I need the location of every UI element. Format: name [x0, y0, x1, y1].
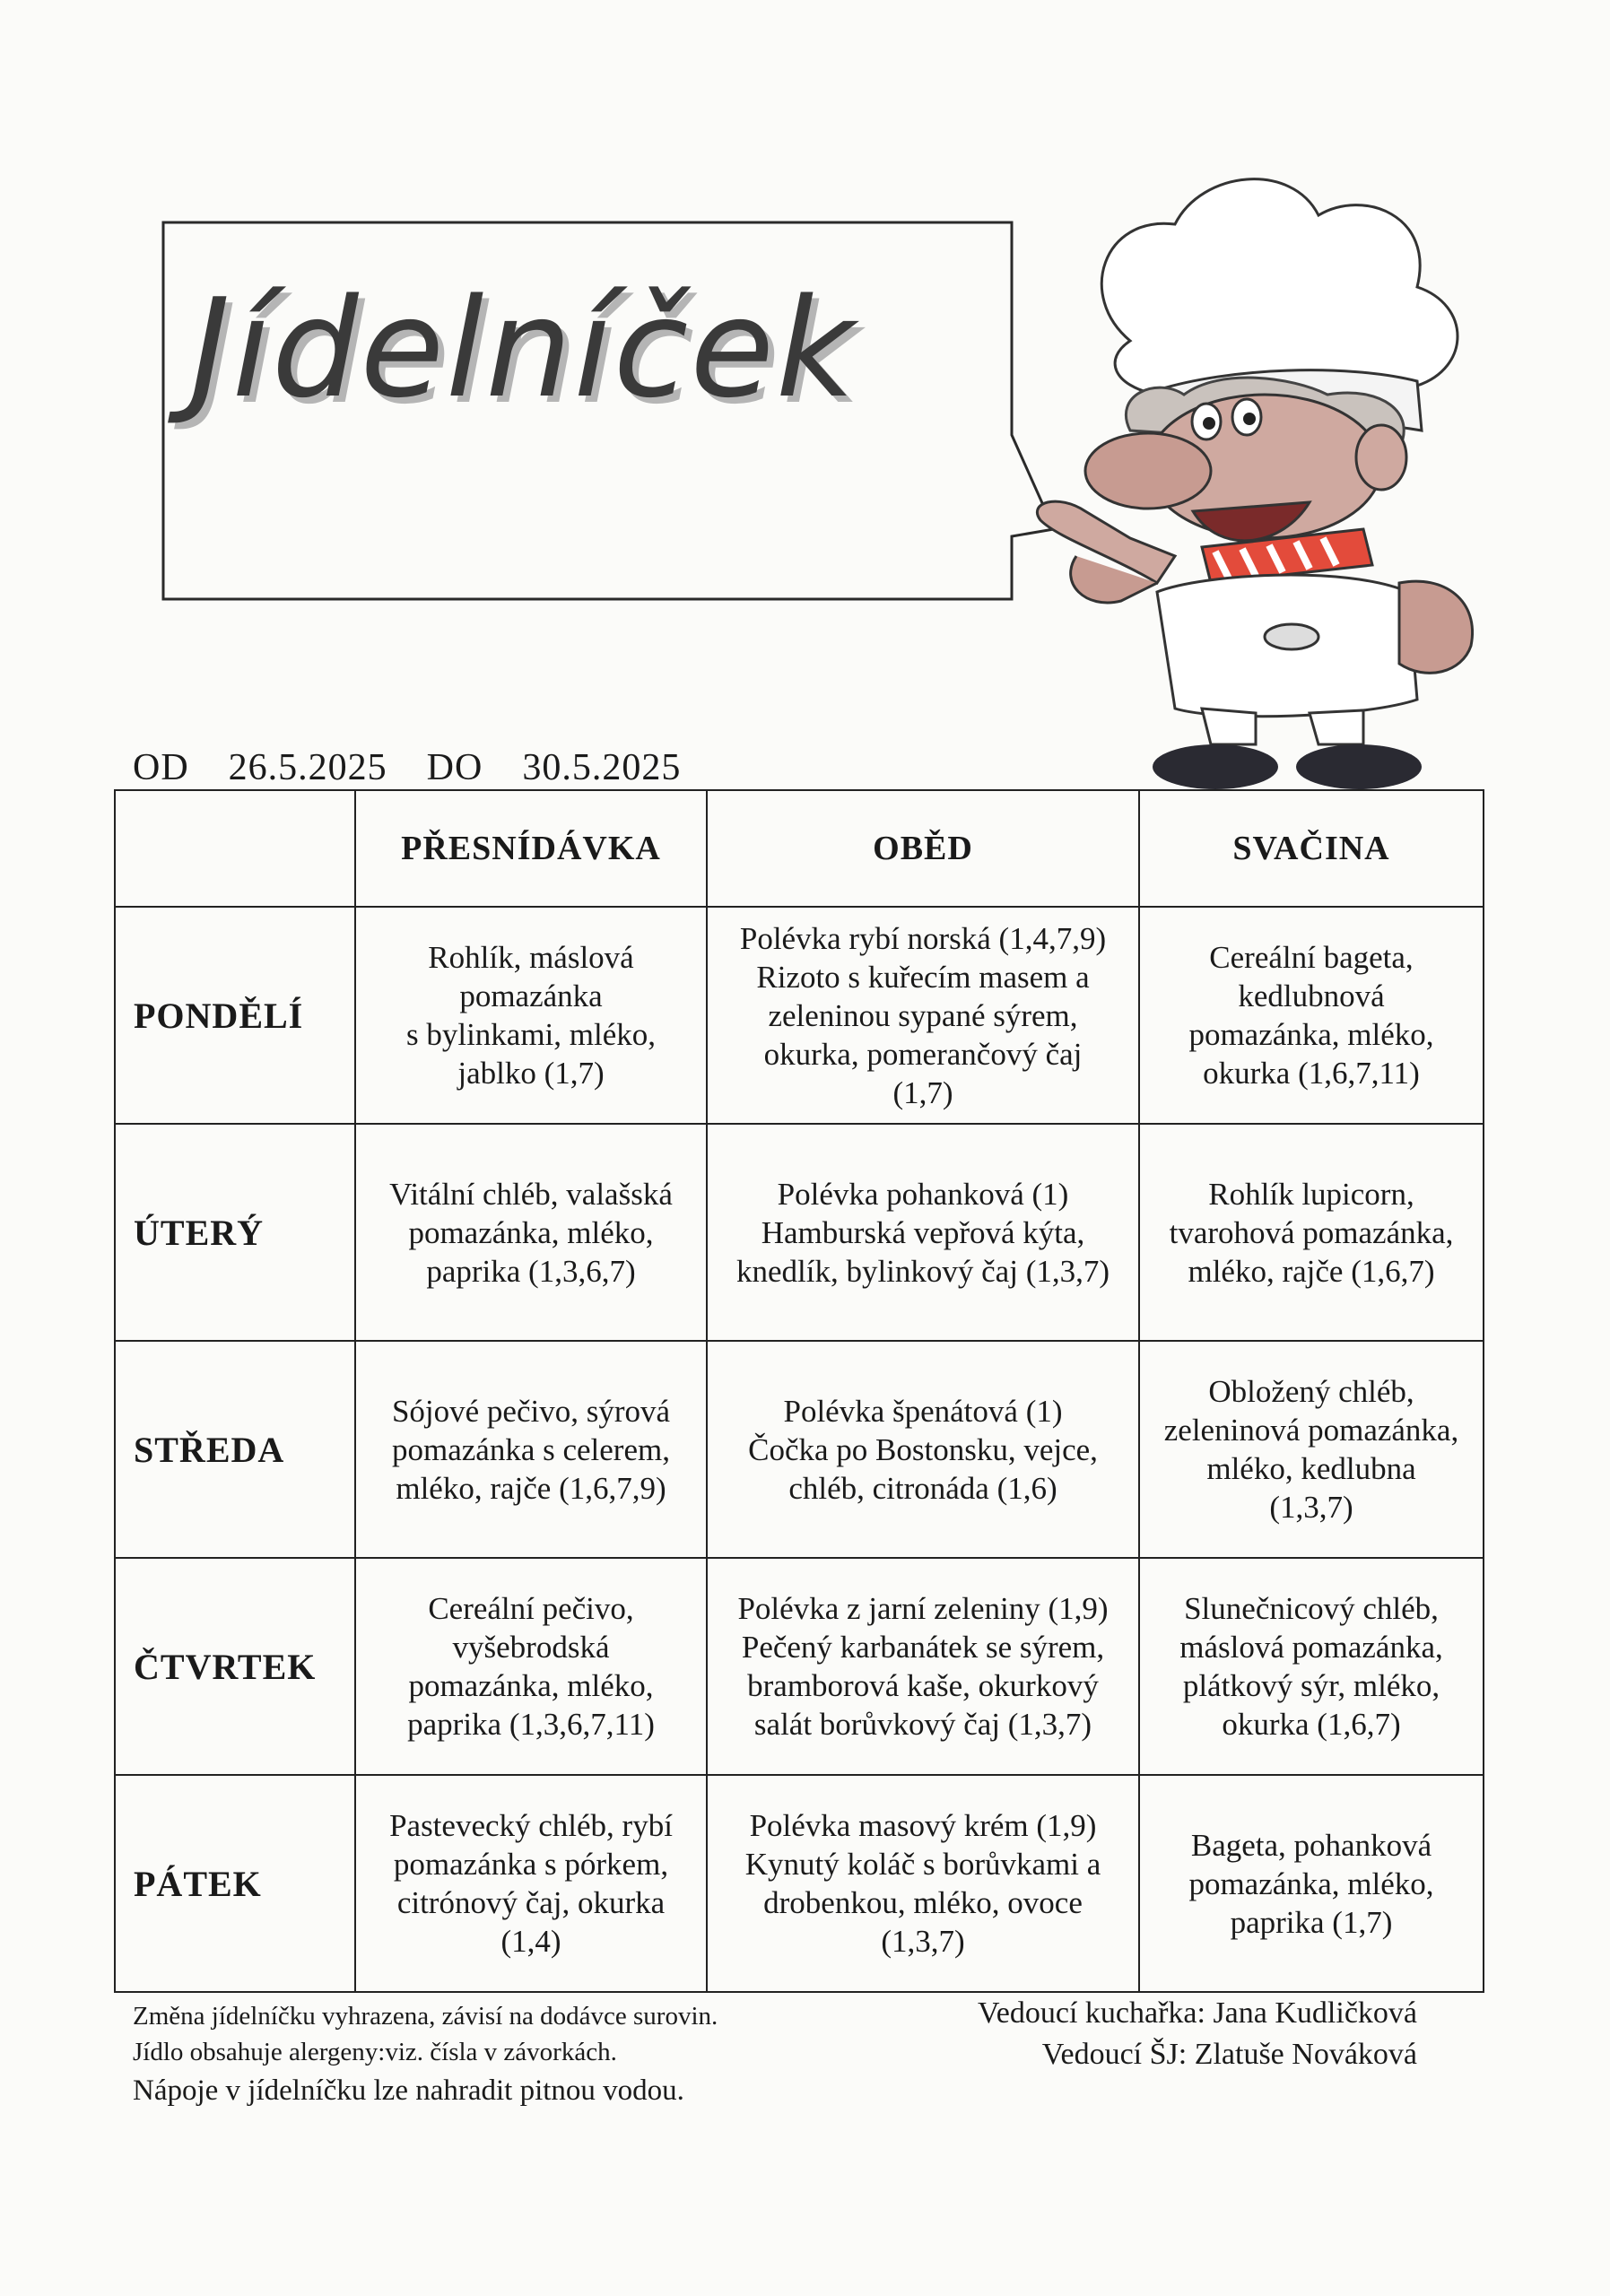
- menu-line: drobenkou, mléko, ovoce: [763, 1885, 1083, 1920]
- menu-line: paprika (1,3,6,7): [426, 1253, 636, 1289]
- menu-line: Čočka po Bostonsku, vejce,: [748, 1431, 1098, 1467]
- menu-line: mléko, kedlubna: [1206, 1451, 1416, 1486]
- menu-line: (1,3,7): [1269, 1490, 1353, 1525]
- menu-line: vyšebrodská: [452, 1630, 610, 1665]
- day-name: STŘEDA: [115, 1341, 355, 1558]
- menu-line: paprika (1,3,6,7,11): [407, 1707, 655, 1742]
- menu-line: Obložený chléb,: [1208, 1374, 1414, 1409]
- menu-line: Cereální pečivo,: [428, 1591, 634, 1626]
- menu-line: pomazánka, mléko,: [408, 1214, 654, 1250]
- day-name: ÚTERÝ: [115, 1124, 355, 1341]
- menu-line: Pastevecký chléb, rybí: [389, 1808, 673, 1843]
- note-menu-change: Změna jídelníčku vyhrazena, závisí na dodávce surovin.: [133, 2002, 718, 2031]
- menu-line: Polévka rybí norská (1,4,7,9): [739, 920, 1107, 956]
- table-row: [115, 1341, 1484, 1558]
- table-row: [115, 907, 1484, 1124]
- menu-line: (1,7): [892, 1074, 953, 1110]
- menu-cell-breakfast: [355, 1558, 707, 1775]
- column-header-breakfast: PŘESNÍDÁVKA: [355, 790, 707, 907]
- menu-line: salát borůvkový čaj (1,3,7): [753, 1707, 1092, 1742]
- menu-line: mléko, rajče (1,6,7): [1188, 1253, 1435, 1289]
- menu-line: Polévka masový krém (1,9): [749, 1808, 1097, 1843]
- menu-cell-snack: [1139, 1124, 1484, 1341]
- menu-table: [114, 789, 1484, 1993]
- menu-line: Pečený karbanátek se sýrem,: [741, 1630, 1105, 1665]
- menu-line: Polévka špenátová (1): [783, 1393, 1063, 1429]
- menu-line: zeleninová pomazánka,: [1163, 1413, 1459, 1448]
- date-to: 30.5.2025: [522, 747, 682, 788]
- menu-line: jablko (1,7): [457, 1056, 605, 1091]
- menu-line: pomazánka s celerem,: [392, 1431, 670, 1467]
- footer-notes: [133, 1998, 718, 2111]
- menu-cell-snack: [1139, 1558, 1484, 1775]
- menu-line: plátkový sýr, mléko,: [1182, 1668, 1440, 1703]
- menu-line: máslová pomazánka,: [1179, 1630, 1443, 1665]
- note-allergens: Jídlo obsahuje alergeny:viz. čísla v závorkách.: [133, 2038, 617, 2066]
- menu-line: Rohlík, máslová: [428, 940, 634, 975]
- menu-line: okurka, pomerančový čaj: [763, 1036, 1083, 1072]
- menu-line: chléb, citronáda (1,6): [788, 1470, 1057, 1506]
- head-cook: Vedoucí kuchařka: Jana Kudličková: [978, 1996, 1417, 2030]
- menu-line: tvarohová pomazánka,: [1169, 1214, 1454, 1250]
- menu-line: paprika (1,7): [1230, 1904, 1393, 1940]
- chef-illustration: [1023, 161, 1507, 789]
- menu-cell-lunch: [707, 1124, 1139, 1341]
- menu-line: knedlík, bylinkový čaj (1,3,7): [735, 1253, 1110, 1289]
- menu-cell-snack: [1139, 1775, 1484, 1992]
- menu-line: s bylinkami, mléko,: [405, 1017, 657, 1052]
- corner-cell: [115, 790, 355, 907]
- table-row: [115, 1775, 1484, 1992]
- menu-line: Rizoto s kuřecím masem a: [756, 959, 1090, 995]
- menu-cell-breakfast: [355, 1775, 707, 1992]
- table-row: [115, 1124, 1484, 1341]
- menu-line: Cereální bageta,: [1209, 940, 1414, 975]
- menu-line: citrónový čaj, okurka: [396, 1885, 666, 1920]
- menu-cell-lunch: [707, 1775, 1139, 1992]
- menu-line: (1,3,7): [881, 1924, 965, 1959]
- menu-line: Kynutý koláč s borůvkami a: [744, 1847, 1101, 1882]
- menu-line: Polévka pohanková (1): [777, 1176, 1069, 1212]
- column-header-snack: SVAČINA: [1139, 790, 1484, 907]
- menu-line: Polévka z jarní zeleniny (1,9): [737, 1591, 1109, 1626]
- menu-cell-breakfast: [355, 907, 707, 1124]
- menu-line: okurka (1,6,7): [1222, 1707, 1401, 1742]
- menu-line: mléko, rajče (1,6,7,9): [396, 1470, 666, 1506]
- table-header-row: [115, 790, 1484, 907]
- column-header-lunch: OBĚD: [707, 790, 1139, 907]
- date-from: 26.5.2025: [228, 747, 387, 788]
- menu-line: (1,4): [500, 1924, 561, 1959]
- menu-cell-lunch: [707, 1341, 1139, 1558]
- footer-signatures: [978, 1993, 1417, 2075]
- menu-line: okurka (1,6,7,11): [1203, 1056, 1420, 1091]
- menu-cell-snack: [1139, 907, 1484, 1124]
- menu-line: kedlubnová: [1238, 978, 1385, 1013]
- menu-line: pomazánka s pórkem,: [393, 1847, 669, 1882]
- date-to-label: DO: [426, 747, 483, 788]
- menu-line: pomazánka, mléko,: [1188, 1866, 1434, 1901]
- table-row: [115, 1558, 1484, 1775]
- menu-line: bramborová kaše, okurkový: [747, 1668, 1099, 1703]
- menu-line: Slunečnicový chléb,: [1184, 1591, 1439, 1626]
- page-title: Jídelníček: [190, 269, 857, 428]
- menu-line: pomazánka: [459, 978, 603, 1013]
- menu-cell-lunch: [707, 907, 1139, 1124]
- menu-line: Bageta, pohanková: [1190, 1827, 1432, 1863]
- menu-line: Vitální chléb, valašská: [389, 1176, 673, 1212]
- day-name: PONDĚLÍ: [115, 907, 355, 1124]
- date-from-label: OD: [133, 747, 189, 788]
- menu-cell-breakfast: [355, 1124, 707, 1341]
- menu-line: pomazánka, mléko,: [408, 1668, 654, 1703]
- day-name: PÁTEK: [115, 1775, 355, 1992]
- menu-line: Sójové pečivo, sýrová: [391, 1393, 671, 1429]
- menu-line: Hamburská vepřová kýta,: [761, 1214, 1085, 1250]
- menu-line: zeleninou sypané sýrem,: [768, 997, 1078, 1033]
- menu-cell-lunch: [707, 1558, 1139, 1775]
- date-range: [133, 746, 720, 789]
- menu-line: pomazánka, mléko,: [1188, 1017, 1434, 1052]
- menu-cell-breakfast: [355, 1341, 707, 1558]
- menu-line: Rohlík lupicorn,: [1208, 1176, 1414, 1212]
- menu-cell-snack: [1139, 1341, 1484, 1558]
- note-drinks: Nápoje v jídelníčku lze nahradit pitnou vodou.: [133, 2074, 684, 2107]
- head-canteen: Vedoucí ŠJ: Zlatuše Nováková: [1041, 2038, 1417, 2071]
- day-name: ČTVRTEK: [115, 1558, 355, 1775]
